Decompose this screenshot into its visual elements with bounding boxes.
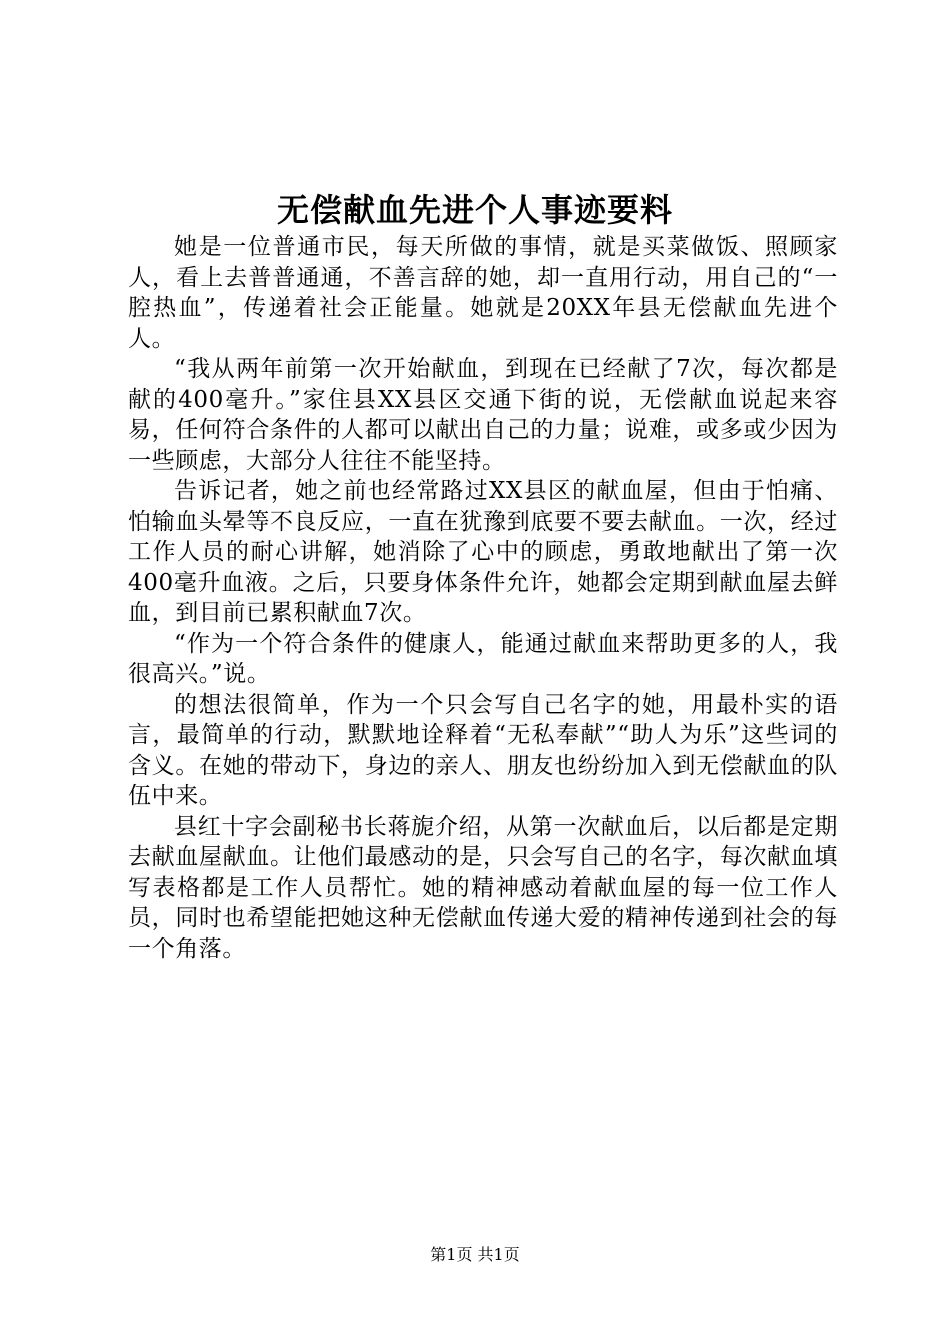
- paragraph-4: “作为一个符合条件的健康人，能通过献血来帮助更多的人，我很高兴。”说。: [128, 630, 838, 687]
- paragraph-6: 县红十字会副秘书长蒋旎介绍，从第一次献血后，以后都是定期去献血屋献血。让他们最感动的是，只会写自己的名字，每次献血填写表格都是工作人员帮忙。她的精神感动着献血屋的每一位工作人员，同时也希望能把她这种无偿献血传递大爱的精神传递到社会的每一个角落。: [128, 813, 838, 962]
- page-title: 无偿献血先进个人事迹要料: [276, 191, 673, 229]
- paragraph-1: 她是一位普通市民，每天所做的事情，就是买菜做饭、照顾家人，看上去普普通通，不善言辞的她，却一直用行动，用自己的“一腔热血”，传递着社会正能量。她就是20XX年县无偿献血先进个人。: [128, 234, 838, 352]
- document-body: [128, 232, 838, 964]
- paragraph-5: 的想法很简单，作为一个只会写自己名字的她，用最朴实的语言，最简单的行动，默默地诠释着“无私奉献”“助人为乐”这些词的含义。在她的带动下，身边的亲人、朋友也纷纷加入到无偿献血的队伍中来。: [128, 691, 838, 809]
- paragraph-2: “我从两年前第一次开始献血，到现在已经献了7次，每次都是献的400毫升。”家住县XX县区交通下街的说，无偿献血说起来容易，任何符合条件的人都可以献出自己的力量；说难，或多或少因为一些顾虑，大部分人往往不能坚持。: [128, 356, 838, 474]
- page-number-footer: 第1页 共1页: [430, 1245, 520, 1264]
- paragraph-3: 告诉记者，她之前也经常路过XX县区的献血屋，但由于怕痛、怕输血头晕等不良反应，一直在犹豫到底要不要去献血。一次，经过工作人员的耐心讲解，她消除了心中的顾虑，勇敢地献出了第一次400毫升血液。之后，只要身体条件允许，她都会定期到献血屋去鲜血，到目前已累积献血7次。: [128, 478, 838, 626]
